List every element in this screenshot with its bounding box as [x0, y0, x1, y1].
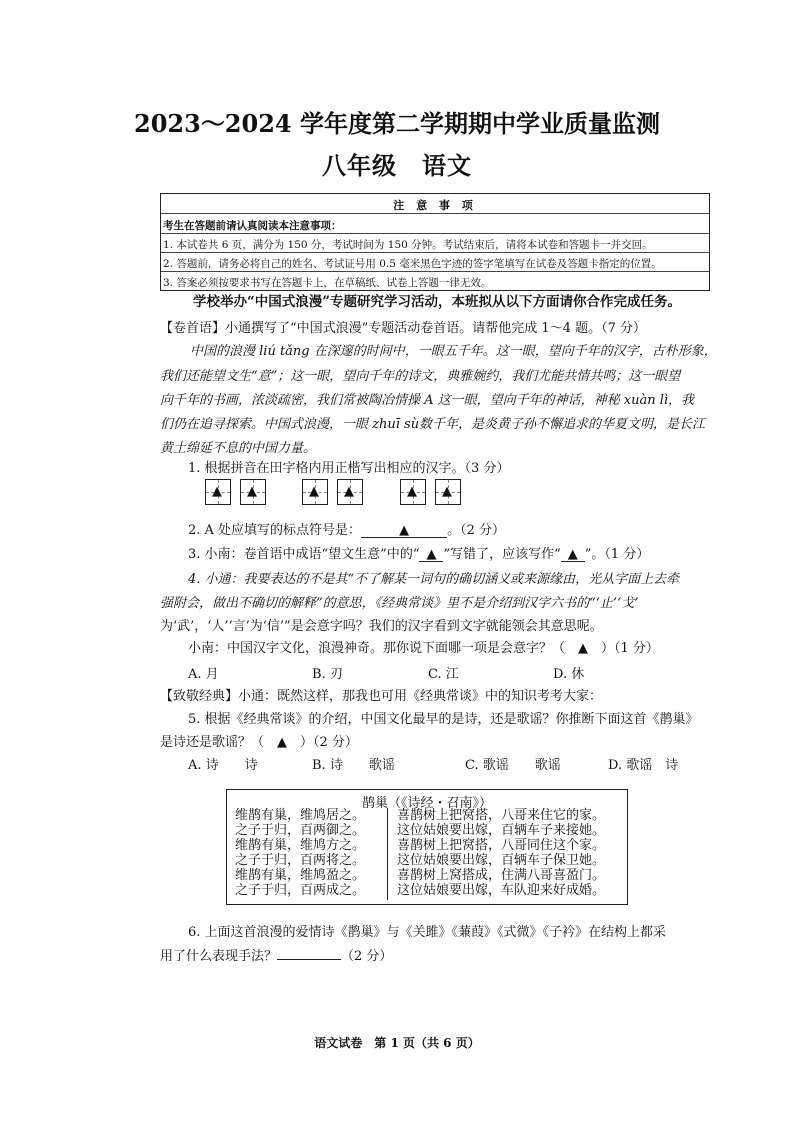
- notice-heading: 注 意 事 项: [393, 199, 477, 212]
- option-b[interactable]: B. 诗 歌谣: [312, 758, 395, 773]
- answer-blank[interactable]: [277, 959, 341, 960]
- question-2: [188, 524, 505, 538]
- answer-marker: ▲: [247, 484, 257, 499]
- passage-line: 黄土绵延不息的中国力量。: [160, 441, 317, 456]
- question-6-line: 6. 上面这首浪漫的爱情诗《鹊巢》与《关雎》《蒹葭》《式微》《子衿》在结构上都采: [188, 925, 667, 940]
- question-6-text: 用了什么表现手法？: [160, 949, 278, 964]
- answer-marker: ▲: [309, 484, 319, 499]
- question-2-tail: 。（2 分）: [447, 523, 505, 538]
- poem-line-translation: 这位姑娘要出嫁，百辆车子保卫她。: [397, 853, 606, 868]
- option-d[interactable]: D. 歌谣 诗: [608, 758, 679, 773]
- question-1: 1. 根据拼音在田字格内用正楷写出相应的汉字。（3 分）: [188, 461, 510, 476]
- tianzige-box[interactable]: [240, 479, 266, 505]
- tianzige-box[interactable]: [337, 479, 363, 505]
- poem-line-translation: 喜鹊树上把窝搭，八哥同住这个家。: [397, 838, 606, 853]
- poem-line-original: 维鹊有巢，维鸠盈之。: [235, 868, 366, 883]
- notice-line: 2. 答题前，请务必将自己的姓名、考试证号用 0.5 毫米黑色字迹的签字笔填写在试卷及答题卡指定的位置。: [163, 258, 662, 270]
- tianzige-box[interactable]: [400, 479, 426, 505]
- question-4-line: 4. 小通：我要表达的不是其“不了解某一词句的确切涵义或来源缘由，光从字面上去牵: [188, 572, 680, 587]
- question-3-text: 3. 小南：卷首语中成语“望文生意”中的“: [188, 547, 420, 562]
- section-header-classics: 【致敬经典】小通：既然这样，那我也可用《经典常谈》中的知识考考大家：: [160, 689, 603, 704]
- answer-marker: ▲: [407, 484, 417, 499]
- intro-text: 学校举办“中国式浪漫”专题研究学习活动，本班拟从以下方面请你合作完成任务。: [193, 294, 682, 310]
- answer-blank[interactable]: [361, 524, 447, 538]
- notice-line: 1. 本试卷共 6 页，满分为 150 分，考试时间为 150 分钟。考试结束后，请将本试卷和答题卡一并交回。: [163, 239, 653, 251]
- question-2-text: 2. A 处应填写的标点符号是：: [188, 523, 362, 538]
- poem-line-translation: 这位姑娘要出嫁，车队迎来好成婚。: [397, 883, 606, 898]
- answer-marker: ▲: [567, 547, 578, 562]
- answer-marker: ▲: [442, 484, 452, 499]
- question-6-line: [160, 950, 392, 963]
- passage-line: 中国的浪漫 liú tǎng 在深邃的时间中，一眼五千年。这一眼，望向千年的汉字，古朴形象，: [190, 344, 717, 359]
- poem-line-original: 之子于归，百两御之。: [235, 823, 366, 838]
- option-c[interactable]: C. 歌谣 歌谣: [465, 758, 561, 773]
- exam-subtitle: 八年级 语文: [322, 151, 472, 180]
- poem-line-translation: 这位姑娘要出嫁，百辆车子来接她。: [397, 823, 606, 838]
- passage-line: 我们还能望文生“意”；这一眼，望向千年的诗文，典雅婉约，我们尤能共情共鸣；这一眼望: [160, 369, 681, 384]
- poem-line-original: 维鹊有巢，维鸠方之。: [235, 838, 366, 853]
- passage-line: 们仍在追寻探索。中国式浪漫，一眼 zhuī sù数千年，是炎黄子孙不懈追求的华夏文明，是长江: [160, 417, 706, 432]
- question-3-tail: ”。（1 分）: [584, 547, 650, 562]
- notice-divider: [161, 233, 709, 234]
- poem-line-translation: 喜鹊树上把窝搭，八哥来住它的家。: [397, 808, 606, 823]
- notice-box: [160, 193, 710, 291]
- poem-line-translation: 喜鹊树上窝搭成，住满八哥喜盈门。: [397, 868, 606, 883]
- question-5-line: 5. 根据《经典常谈》的介绍，中国文化最早的是诗，还是歌谣？你推断下面这首《鹊巢》: [188, 712, 699, 727]
- section-header-preface: 【卷首语】小通撰写了“中国式浪漫”专题活动卷首语。请帮他完成 1～4 题。（7 分）: [160, 321, 647, 336]
- notice-divider: [161, 252, 709, 253]
- tianzige-box[interactable]: [205, 479, 231, 505]
- passage-line: 向千年的书画，浓淡疏密，我们常被陶冶情操 A 这一眼，望向千年的神话，神秘 xuàn lì，我: [160, 393, 695, 408]
- question-3-text: ”写错了，应该写作“: [443, 547, 561, 562]
- option-a[interactable]: A. 诗 诗: [188, 758, 258, 773]
- notice-divider: [161, 213, 709, 214]
- option-d[interactable]: D. 休: [553, 667, 585, 682]
- answer-blank[interactable]: [419, 548, 443, 562]
- page-footer: 语文试卷 第 1 页（共 6 页）: [314, 1036, 480, 1050]
- question-4-line: 强附会，做出不确切的解释”的意思，《经典常谈》里不是介绍到汉字六书的“‘止’‘戈’: [160, 596, 639, 611]
- option-b[interactable]: B. 刃: [312, 667, 343, 682]
- answer-blank[interactable]: [561, 548, 585, 562]
- answer-marker: ▲: [344, 484, 354, 499]
- answer-marker: ▲: [212, 484, 222, 499]
- option-c[interactable]: C. 江: [428, 667, 459, 682]
- question-5-line: 是诗还是歌谣？（ ▲ ）（2 分）: [160, 735, 358, 750]
- poem-box: [226, 789, 628, 905]
- poem-line-original: 维鹊有巢，维鸠居之。: [235, 808, 366, 823]
- tianzige-box[interactable]: [302, 479, 328, 505]
- answer-marker: ▲: [426, 547, 437, 562]
- question-3: [188, 548, 649, 562]
- exam-title: 2023～2024 学年度第二学期期中学业质量监测: [134, 109, 660, 138]
- question-4-line: 为‘武’，‘人’‘言’为‘信’”是会意字吗？我们的汉字看到文字就能领会其意思呢。: [160, 619, 603, 634]
- notice-line: 考生在答题前请认真阅读本注意事项：: [163, 220, 342, 232]
- question-4-line: 小南：中国汉字文化，浪漫神奇。那你说下面哪一项是会意字？（ ▲ ）（1 分）: [188, 641, 659, 656]
- poem-divider: [387, 808, 388, 900]
- answer-marker: ▲: [399, 523, 410, 538]
- poem-line-original: 之子于归，百两成之。: [235, 883, 366, 898]
- poem-line-original: 之子于归，百两将之。: [235, 853, 366, 868]
- tianzige-box[interactable]: [435, 479, 461, 505]
- option-a[interactable]: A. 月: [188, 667, 219, 682]
- notice-divider: [161, 271, 709, 272]
- notice-line: 3. 答案必须按要求书写在答题卡上，在草稿纸、试卷上答题一律无效。: [163, 277, 492, 289]
- poem-title: 鹊巢（《诗经・召南》）: [361, 796, 492, 811]
- question-6-tail: （2 分）: [341, 949, 393, 964]
